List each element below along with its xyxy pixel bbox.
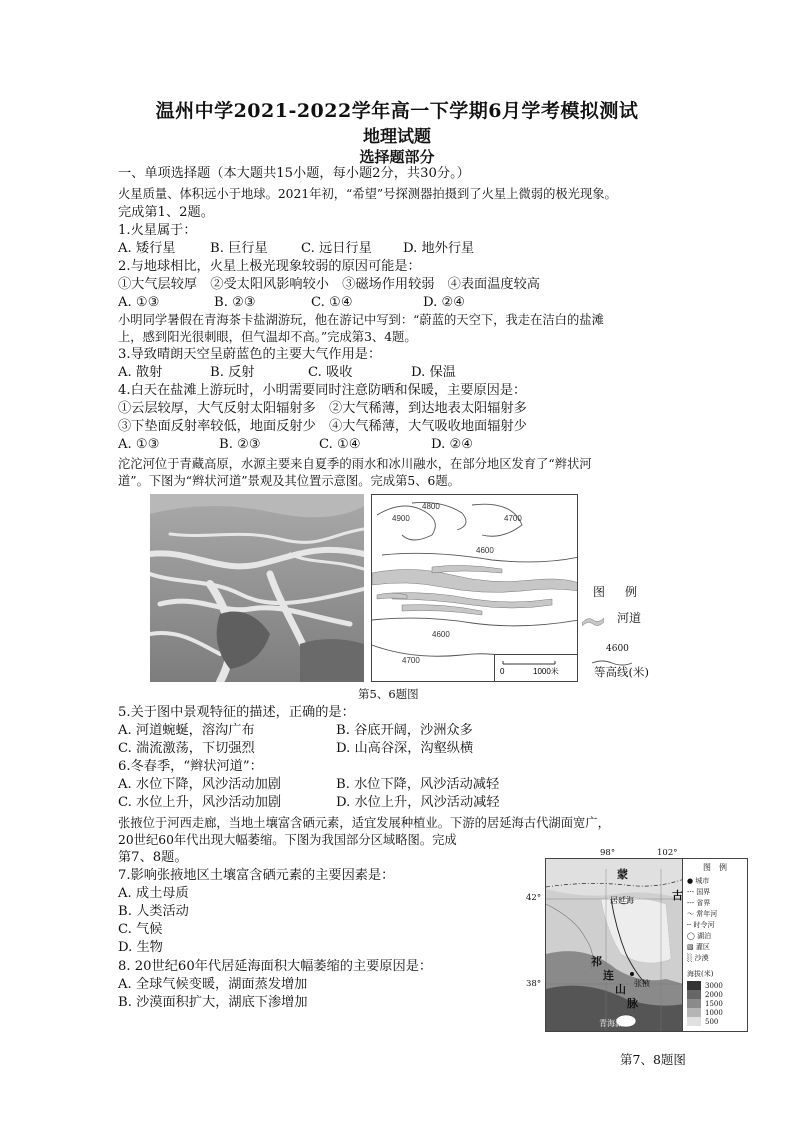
q8-option-b[interactable]: B. 沙漠面积扩大，湖底下渗增加 — [118, 995, 308, 1010]
q7-option-b[interactable]: B. 人类活动 — [118, 904, 189, 919]
figure-caption-7-8: 第7、8题图 — [620, 1052, 686, 1067]
q1-option-c[interactable]: C. 远日行星 — [301, 241, 372, 256]
legend-elevation-title: 海拔(米) — [687, 970, 714, 978]
group1-intro-line1: 火星质量、体积远小于地球。2021年初，“希望”号探测器拍摄到了火星上微弱的极光现象。 — [118, 187, 617, 201]
q8-stem: 8. 20世纪60年代居延海面积大幅萎缩的主要原因是： — [118, 959, 433, 974]
q4-item-line2: ③下垫面反射率较低，地面反射少 ④大气稀薄，大气吸收地面辐射少 — [118, 419, 527, 434]
group3-intro-line2: 道”。下图为“辫状河道”景观及其位置示意图。完成第5、6题。 — [118, 474, 460, 488]
q4-option-d[interactable]: D. ②④ — [431, 437, 474, 452]
contour-label: 4800 — [422, 502, 440, 511]
exam-title: 温州中学2021-2022学年高一下学期6月学考模拟测试 — [155, 100, 639, 122]
elevation-value: 500 — [705, 1018, 719, 1026]
q6-option-b[interactable]: B. 水位下降，风沙活动减轻 — [336, 777, 500, 792]
contour-label: 4700 — [402, 656, 420, 665]
q4-option-b[interactable]: B. ②③ — [219, 437, 261, 452]
elevation-value: 1000 — [705, 1009, 723, 1017]
contour-label: 4900 — [392, 514, 410, 523]
q6-option-d[interactable]: D. 水位上升，风沙活动减轻 — [336, 795, 500, 810]
legend-item-perennial-river: ～ 常年河 — [687, 910, 718, 918]
q7-stem: 7.影响张掖地区土壤富含硒元素的主要因素是： — [118, 868, 395, 883]
legend-item-border: -·- 国界 — [687, 888, 711, 896]
q5-option-c[interactable]: C. 湍流激荡，下切强烈 — [118, 741, 255, 756]
part-title: 选择题部分 — [359, 148, 435, 166]
region-legend-title: 图 例 — [703, 863, 727, 872]
contour-label: 4600 — [432, 630, 450, 639]
q2-option-b[interactable]: B. ②③ — [214, 295, 256, 310]
map-label-qilian-4: 脉 — [627, 997, 638, 1010]
lat-label-42: 42° — [526, 893, 542, 903]
q1-option-d[interactable]: D. 地外行星 — [403, 241, 475, 256]
q7-option-c[interactable]: C. 气候 — [118, 922, 163, 937]
region-map-legend — [683, 858, 748, 1032]
river-legend-title: 图 例 — [593, 585, 642, 599]
map-label-qilian-2: 连 — [603, 969, 614, 982]
legend-item-city: ● 城市 — [687, 877, 710, 885]
group2-intro-line2: 上，感到阳光很刺眼，但气温却不高。”完成第3、4题。 — [118, 330, 417, 344]
map-label-qinghaihu: 青海湖 — [599, 1019, 623, 1028]
q3-option-c[interactable]: C. 吸收 — [308, 365, 353, 380]
group1-intro-line2: 完成第1、2题。 — [118, 205, 214, 220]
q6-option-c[interactable]: C. 水位上升，风沙活动加剧 — [118, 795, 282, 810]
contour-label: 4700 — [504, 514, 522, 523]
legend-item-irrigation: ▧ 灌区 — [687, 943, 710, 951]
q5-option-b[interactable]: B. 谷底开阔，沙洲众多 — [336, 723, 473, 738]
contour-label: 4600 — [476, 546, 494, 555]
group4-intro-line2: 20世纪60年代出现大幅萎缩。下图为我国部分区域略图。完成 — [118, 833, 457, 847]
map-label-mongolia-2: 古 — [672, 889, 683, 902]
subject-title: 地理试题 — [363, 127, 431, 147]
group4-intro-line1: 张掖位于河西走廊，当地土壤富含硒元素，适宜发展种植业。下游的居延海古代湖面宽广， — [118, 816, 610, 830]
group2-intro-line1: 小明同学暑假在青海茶卡盐湖游玩，他在游记中写到：“蔚蓝的天空下，我走在洁白的盐滩 — [118, 313, 604, 327]
map-label-mongolia-1: 蒙 — [617, 868, 628, 881]
map-label-juyanhai: 居延海 — [610, 896, 634, 905]
q2-option-a[interactable]: A. ①③ — [118, 295, 160, 310]
q4-option-a[interactable]: A. ①③ — [118, 437, 160, 452]
q2-option-d[interactable]: D. ②④ — [423, 295, 466, 310]
elevation-value: 2000 — [705, 991, 723, 999]
q1-stem: 1.火星属于： — [118, 223, 197, 238]
map-label-qilian-1: 祁 — [591, 955, 602, 968]
lon-label-102: 102° — [657, 848, 678, 858]
q2-option-c[interactable]: C. ①④ — [311, 295, 353, 310]
scale-bar-box — [494, 654, 577, 681]
q7-option-a[interactable]: A. 成土母质 — [118, 886, 189, 901]
q4-option-c[interactable]: C. ①④ — [319, 437, 361, 452]
group4-intro-line3: 第7、8题。 — [118, 850, 188, 865]
lat-label-38: 38° — [526, 979, 542, 989]
braided-river-photo — [150, 494, 364, 682]
scale-zero: 0 — [500, 667, 505, 676]
q6-stem: 6.冬春季，“辫状河道”： — [118, 759, 263, 774]
q5-option-a[interactable]: A. 河道蜿蜒，溶沟广布 — [118, 723, 255, 738]
elevation-color-ramp — [687, 981, 701, 1026]
q6-option-a[interactable]: A. 水位下降，风沙活动加剧 — [118, 777, 281, 792]
region-map-art — [546, 859, 683, 1032]
q5-option-d[interactable]: D. 山高谷深，沟壑纵横 — [336, 741, 474, 756]
map-label-qilian-3: 山 — [615, 983, 626, 996]
section-heading: 一、单项选择题（本大题共15小题，每小题2分，共30分。） — [118, 166, 470, 181]
region-map — [545, 858, 683, 1032]
group3-intro-line1: 沱沱河位于青藏高原，水源主要来自夏季的雨水和冰川融水，在部分地区发育了“辫状河 — [118, 457, 592, 471]
river-legend-label: 河道 — [617, 611, 642, 625]
q4-stem: 4.白天在盐滩上游玩时，小明需要同时注意防晒和保暖，主要原因是： — [118, 383, 527, 398]
legend-item-lake: ◯ 湖泊 — [687, 932, 712, 940]
q3-stem: 3.导致晴朗天空呈蔚蓝色的主要大气作用是： — [118, 347, 382, 362]
braided-river-photo-art — [150, 494, 364, 682]
q3-option-d[interactable]: D. 保温 — [411, 365, 456, 380]
elevation-value: 3000 — [705, 982, 723, 990]
q4-item-line1: ①云层较厚，大气反射太阳辐射多 ②大气稀薄，到达地表太阳辐射多 — [118, 401, 527, 416]
legend-item-seasonal-river: ┄ 时令河 — [687, 921, 715, 929]
q1-option-a[interactable]: A. 矮行星 — [118, 241, 176, 256]
legend-item-desert: ░ 沙漠 — [687, 954, 709, 962]
map-label-zhangye: 张掖 — [634, 979, 650, 988]
contour-legend-value: 4600 — [606, 644, 629, 654]
scale-bar — [495, 655, 578, 682]
river-legend-swatch — [582, 611, 604, 621]
elevation-value: 1500 — [705, 1000, 723, 1008]
q1-option-b[interactable]: B. 巨行星 — [210, 241, 268, 256]
q3-option-a[interactable]: A. 散射 — [118, 365, 163, 380]
scale-label: 1000米 — [533, 667, 559, 676]
q8-option-a[interactable]: A. 全球气候变暖，湖面蒸发增加 — [118, 977, 308, 992]
figure-caption-5-6: 第5、6题图 — [358, 687, 419, 701]
lon-label-98: 98° — [600, 848, 616, 858]
q2-stem: 2.与地球相比，火星上极光现象较弱的原因可能是： — [118, 259, 421, 274]
q2-items: ①大气层较厚 ②受太阳风影响较小 ③磁场作用较弱 ④表面温度较高 — [118, 277, 540, 292]
q7-option-d[interactable]: D. 生物 — [118, 940, 163, 955]
legend-item-province: --- 省界 — [687, 899, 711, 907]
q5-stem: 5.关于图中景观特征的描述，正确的是： — [118, 705, 355, 720]
q3-option-b[interactable]: B. 反射 — [210, 365, 255, 380]
contour-legend-label: 等高线(米) — [594, 665, 649, 679]
